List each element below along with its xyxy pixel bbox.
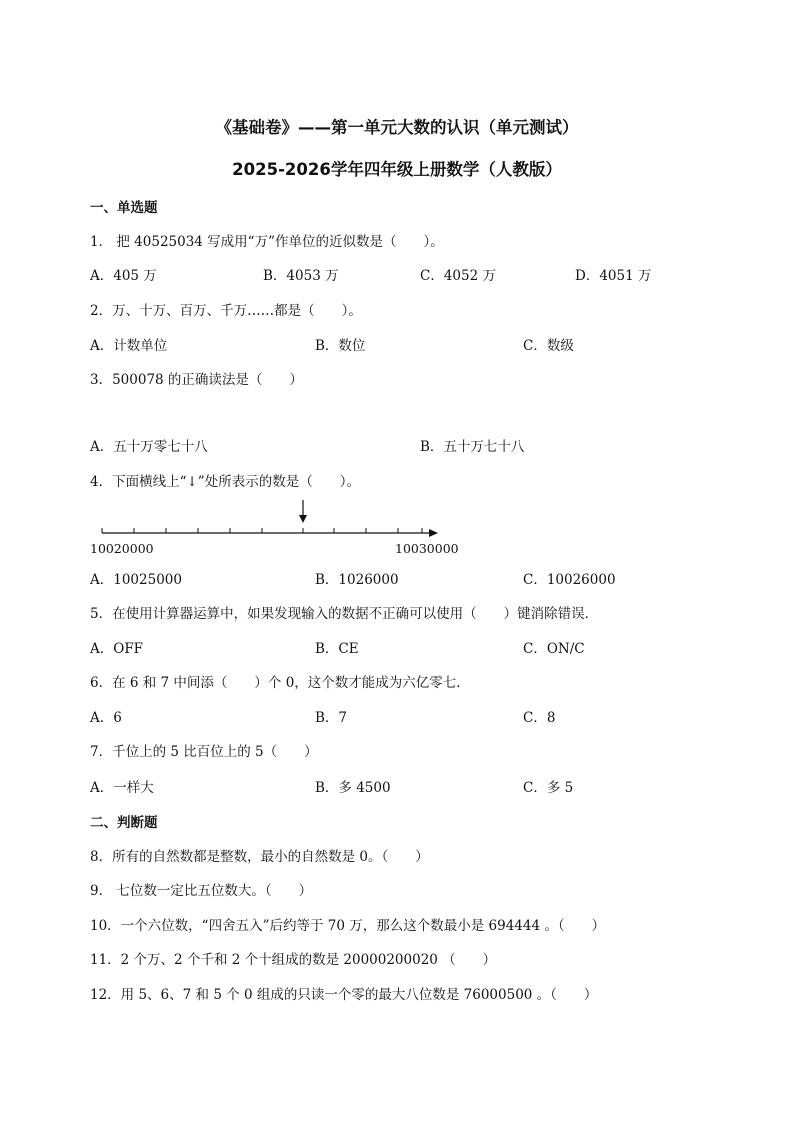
number-line-arrowhead-icon [429,529,438,537]
q5-option-b: B．CE [315,641,359,657]
q5-option-a: A．OFF [90,641,144,657]
question-4: 4．下面横线上“↓”处所表示的数是（ ）。 [90,474,360,490]
q4-option-c: C．10026000 [523,572,616,588]
q1-option-b: B．4053 万 [263,268,339,284]
q6-option-c: C．8 [523,710,556,726]
q7-option-c: C．多 5 [523,780,574,796]
q3-option-a: A．五十万零七十八 [90,439,208,455]
page-subtitle: 2025-2026学年四年级上册数学（人教版） [232,160,562,179]
question-1: 1． 把 40525034 写成用“万”作单位的近似数是（ ）。 [90,234,444,250]
q1-option-d: D．4051 万 [575,268,652,284]
q2-option-c: C．数级 [523,338,574,354]
question-6: 6．在 6 和 7 中间添（ ）个 0，这个数才能成为六亿零七． [90,675,470,691]
q6-option-a: A．6 [90,710,122,726]
question-5: 5．在使用计算器运算中，如果发现输入的数据不正确可以使用（ ）键消除错误． [90,606,599,622]
q6-option-b: B．7 [315,710,348,726]
q5-option-c: C．ON/C [523,641,585,657]
number-line-left-label: 10020000 [90,541,154,556]
q7-option-a: A．一样大 [90,780,154,796]
question-9: 9． 七位数一定比五位数大。（ ） [90,883,313,899]
q4-option-b: B．1026000 [315,572,399,588]
down-arrow-icon [299,500,307,523]
number-line-ticks [102,528,422,533]
q3-option-b: B．五十万七十八 [420,439,525,455]
question-8: 8．所有的自然数都是整数，最小的自然数是 0。（ ） [90,849,429,865]
question-3: 3．500078 的正确读法是（ ） [90,372,303,388]
question-11: 11．2 个万、2 个千和 2 个十组成的数是 20000200020 （ ） [90,952,497,968]
question-2: 2．万、十万、百万、千万……都是（ ）。 [90,303,362,319]
number-line [96,497,446,546]
q4-option-a: A．10025000 [90,572,182,588]
section-single-choice: 一、单选题 [90,200,158,216]
q2-option-b: B．数位 [315,338,366,354]
section-true-false: 二、判断题 [90,815,158,831]
number-line-right-label: 10030000 [395,541,459,556]
page-title: 《基础卷》——第一单元大数的认识（单元测试） [215,118,579,137]
q7-option-b: B．多 4500 [315,780,391,796]
number-line-svg [96,497,446,542]
q2-option-a: A．计数单位 [90,338,168,354]
question-7: 7．千位上的 5 比百位上的 5（ ） [90,744,318,760]
question-10: 10．一个六位数，“四舍五入”后约等于 70 万，那么这个数最小是 694444 。（ ） [90,918,606,934]
q1-option-a: A．405 万 [90,268,157,284]
question-12: 12．用 5、6、7 和 5 个 0 组成的只读一个零的最大八位数是 76000500 。（ ） [90,987,598,1003]
q1-option-c: C．4052 万 [420,268,496,284]
